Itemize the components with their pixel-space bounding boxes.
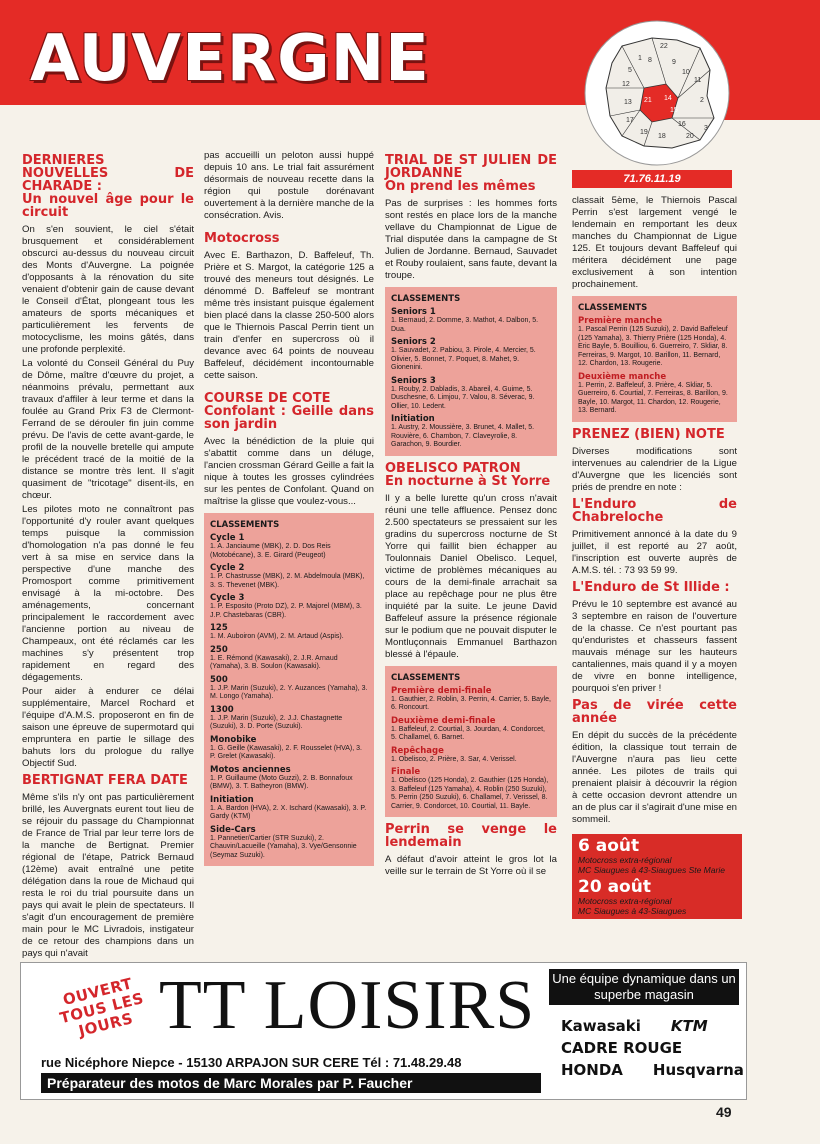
results-box-ligue-125: CLASSEMENTS Première manche 1. Pascal Perrin (125 Suzuki), 2. David Baffeleuf (125 Yamaha), 3. Thierry Prière (125 Honda), 4. Eric Bayle, 5. Bouilliou, 6. Guerreiro, 7. Skliar, 8. Ferreiras, 9. Margot, 10. Barillon, 11. Bernard, 12. Chardon, 13. Rougerie. Deuxième manche 1. Perrin, 2. Baffeleuf, 3. Prière, 4. Skliar, 5. Guerreiro, 6. Courtial, 7. Ferreiras, 8. Barillon, 9. Bayle, 10. Margot, 11. Chardon, 12. Rougerie, 13. Bernard. xyxy=(572,296,737,422)
column-4 xyxy=(572,195,737,919)
ad-brand-list xyxy=(561,1015,744,1081)
paragraph: On s'en souvient, le ciel s'était brusquement et considérablement obscurci au-dessus du nouveau circuit des Monts d'Auvergne. La poignée d'opposants à la rénovation du site venaient d'obtenir gain de cause devant le Conseil d'État, plongeant tous les amateurs de sports mécaniques et particulièrement les fervents de motocyclisme, les moins gâtés, dans une profonde perplexité. xyxy=(22,224,194,355)
region-map xyxy=(582,18,732,168)
ad-slogan: Une équipe dynamique dans un superbe magasin xyxy=(549,969,739,1005)
header-underlay xyxy=(0,105,590,133)
paragraph: Prévu le 10 septembre est avancé au 3 septembre en raison de l'ouverture de la chasse. Ce n'est pourtant pas qu'enduristes et chasseurs fassent mauvais ménage sur les hauteurs cantaliennes, mais quand il y a moyen de vivre en bonne intelligence, pourquoi s'en priver ! xyxy=(572,598,737,694)
dates-box: 6 août Motocross extra-régional MC Siaugues à 43-Siaugues Ste Marie 20 août Motocross extra-régional MC Siaugues à 43-Siaugues xyxy=(572,834,742,919)
results-box-course-de-cote: CLASSEMENTS Cycle 1 1. A. Janciaume (MBK), 2. D. Dos Reis (Motobécane), 3. E. Girard (Peugeot) Cycle 2 1. P. Chastrusse (MBK), 2. M. Abdelmoula (MBK), 3. S. Thevenet (MBK). Cycle 3 1. P. Esposito (Proto DZ), 2. P. Majorel (MBM), 3. J.P. Chastebaras (CBR). 125 1. M. Auboiron (AVM), 2. M. Artaud (Aspis). 250 1. E. Rémond (Kawasaki), 2. J.R. Arnaud (Yamaha), 3. B. Soulon (Kawasaki). 500 1. J.P. Marin (Suzuki), 2. Y. Auzances (Yamaha), 3. M. Longo (Yamaha). 1300 1. J.P. Marin (Suzuki), 2. J.J. Chastagnette (Suzuki), 3. D. Porte (Suzuki). Monobike 1. G. Geille (Kawasaki), 2. F. Rousselet (HVA), 3. P. Grelet (Kawasaki). Motos anciennes 1. P. Guillaume (Moto Guzzi), 2. B. Bonnafoux (BMW), 3. T. Batheyron (BMW). Initiation 1. A. Bardon (HVA), 2. X. Ischard (Kawasaki), 3. P. Gardy (KTM) Side-Cars 1. Pannetier/Cartier (STR Suzuki), 2. Chauvin/Lacueille (Yamaha), 3. Vye/Gensonnie (Seymaz Suzuki). xyxy=(204,513,374,866)
page-number: 49 xyxy=(716,1104,732,1120)
paragraph: Diverses modifications sont intervenues au calendrier de la Ligue d'Auvergne que les licenciés sont priés de prendre en note : xyxy=(572,445,737,493)
map-label: 18 xyxy=(658,133,666,140)
brand-honda: HONDA xyxy=(561,1061,623,1079)
paragraph: Il y a belle lurette qu'un cross n'avait réuni une telle affluence. Pensez donc 2.500 spectateurs se pressaient sur les gradins du supercross nocturne de St Yorre qui faillit bien échapper au Toulonnais Daniel Obelisco. Lequel, victime de problèmes mécaniques au cours de la demi-finale arrachait sa place au repêchage pour ne plus être inquiété par la suite. Le jeune David Baffeleuf assure la présence régionale sur le podium que ne pouvait disputer le Montluçonnais Emmanuel Barthazon blessé à l'épaule. xyxy=(385,492,557,660)
map-label: 1 xyxy=(638,55,642,62)
map-label: 19 xyxy=(640,129,648,136)
region-code: 71.76.11.19 xyxy=(572,170,732,188)
date-1: 6 août xyxy=(578,835,640,856)
map-label: 14 xyxy=(664,95,672,102)
page-title: AUVERGNE xyxy=(30,22,430,96)
paragraph: Avec E. Barthazon, D. Baffeleuf, Th. Prière et S. Margot, la catégorie 125 a trouvé des meneurs tout désignés. Le dénommé D. Baffeleuf se montrant même très insistant puisque également bien placé dans la classe 250-500 alors que le Thiernois Pascal Perrin tient un train d'enfer en supercross où il devance avec 64 points de nouveau Baffeleuf, décidément incontournable cette saison. xyxy=(204,250,374,381)
paragraph: Même s'ils n'y ont pas particulièrement brillé, les Auvergnats eurent tout lieu de se réjouir du passage du Championnat de France de Trial par leur terre lors de la manche de Bertignat. Premier régional de l'étape, Patrick Bernaud (12ème) avait entraîné une petite délégation dans la roue de Michaud qui resta le roi du trial poursuite dans un pays qui avait le plein de spectateurs. Il s'agit d'un encouragement de première main pour le MC Livradois, instigateur de ce retour des champions dans un pays qui n'avait xyxy=(22,792,194,959)
column-1 xyxy=(22,150,194,962)
headline-perrin: Perrin se venge le lendemain xyxy=(385,822,557,850)
date-2: 20 août xyxy=(578,876,651,897)
results-box-trial: CLASSEMENTS Seniors 1 1. Bernaud, 2. Domme, 3. Mathot, 4. Dalbon, 5. Dua. Seniors 2 1. Sauvadet, 2. Pabiou, 3. Pirole, 4. Mercier, 5. Olivier, 5. Bonnet, 7. Poquet, 8. Mahet, 9. Gionenini. Seniors 3 1. Rouby, 2. Dabladis, 3. Abareil, 4. Guime, 5. Duschesne, 6. Limjou, 7. Valou, 8. Séverac, 9. Ollier, 10. Ledent. Initiation 1. Austry, 2. Moussière, 3. Brunet, 4. Mallet, 5. Rouvière, 6. Chambon, 7. Claveyrolie, 8. Garachon, 9. Bourdier. xyxy=(385,287,557,456)
paragraph: Les pilotes moto ne connaîtront pas l'opportunité d'y rouler avant quelques temps puisque la commission d'homologation n'a pas donné le feu vert à sa mise en service dans la perspective d'une manche des Promosport comme primitivement envisagé à la mi-octobre. Des aménagements, concernant principalement le raccordement avec l'ancienne portion au niveau de Champeaux, ont été réclamés car les machines s'y présentent trop rapidement en regard des dégagements. xyxy=(22,504,194,683)
column-2 xyxy=(204,150,374,872)
france-map-svg xyxy=(582,18,732,168)
paragraph: Primitivement annoncé à la date du 9 juillet, il est reporté au 27 août, l'inscription est ouverte auprès de A.M.S. tél. : 73 93 59 99. xyxy=(572,528,737,576)
headline-charade: DERNIERES NOUVELLES DE CHARADE : Un nouvel âge pour le circuit xyxy=(22,153,194,220)
paragraph: Pas de surprises : les hommes forts sont restés en place lors de la manche vellave du Championnat de Ligue de Trial disputée dans la campagne de St Julien de Jordanne. Bernaud, Sauvadet et Rouby roulaient, sans faute, devant la troupe. xyxy=(385,198,557,281)
map-label: 15 xyxy=(670,107,678,114)
map-label: 13 xyxy=(624,99,632,106)
paragraph: En dépit du succès de la précédente édition, la classique tout terrain de l'Auvergne n'aura pas lieu cette année. Les pilotes de trails qui prenaient plaisir à découvrir la région à cette occasion devront attendre un an de plus car il s'agirait d'une mise en sommeil. xyxy=(572,729,737,825)
headline-viree: Pas de virée cette année xyxy=(572,697,737,726)
column-3 xyxy=(385,150,557,880)
map-label: 5 xyxy=(628,67,632,74)
map-label: 11 xyxy=(694,77,702,84)
map-label: 8 xyxy=(648,57,652,64)
headline-trial: TRIAL DE ST JULIEN DE JORDANNE On prend les mêmes xyxy=(385,153,557,194)
headline-chabreloche: L'Enduro de Chabreloche xyxy=(572,496,737,525)
open-stamp: OUVERT TOUS LES JOURS xyxy=(57,974,146,1041)
map-label: 10 xyxy=(682,69,690,76)
paragraph: Pour aider à endurer ce délai supplémentaire, Marcel Rochard et l'équipe d'A.M.S. proposeront en fin de saison une épreuve de supermotard qui empruntera en partie le sillage des bahuts lors du prologue du rallye Objectif Sud. xyxy=(22,686,194,769)
map-label: 17 xyxy=(626,117,634,124)
map-label: 20 xyxy=(686,133,694,140)
paragraph: classait 5ème, le Thiernois Pascal Perrin s'est largement vengé le lendemain en remportant les deux manches du Championnat de Ligue 125. Et toujours devant Baffeleuf qui méritera décidément une page exclusivement à son intention prochainement. xyxy=(572,195,737,290)
headline-course-de-cote: COURSE DE COTE Confolant : Geille dans son jardin xyxy=(204,391,374,432)
advertisement xyxy=(20,962,747,1100)
map-label: 22 xyxy=(660,43,668,50)
map-label: 16 xyxy=(678,121,686,128)
headline-obelisco: OBELISCO PATRON En nocturne à St Yorre xyxy=(385,460,551,489)
map-label: 12 xyxy=(622,81,630,88)
map-label: 2 xyxy=(700,97,704,104)
brand-ktm: KTM xyxy=(670,1017,708,1035)
paragraph: La volonté du Conseil Général du Puy de Dôme, maître d'œuvre du projet, a néanmoins prévalu, permettant aux travaux d'affiler à leur terme et dans la foulée au Grand Prix F3 de Clermont-Ferrand de se dérouler fin juin comme prévu. De l'avis de cette avant-garde, le profil de la nouvelle bretelle qui ampute le précédent tracé de la moitié de la distance se montre très lent. Il s'agit quasiment de "tricotage" disent-ils, en chœur. xyxy=(22,358,194,501)
paragraph: A défaut d'avoir atteint le gros lot la veille sur le terrain de St Yorre où il se xyxy=(385,854,557,877)
map-label: 9 xyxy=(672,59,676,66)
headline-bertignat: BERTIGNAT FERA DATE xyxy=(22,773,188,788)
paragraph: pas accueilli un peloton aussi huppé depuis 10 ans. Le trial fait assurément désormais de nouveau recette dans la région qui postule dorénavant ouvertement à la dernière manche de la consécration. Avis. xyxy=(204,150,374,221)
map-label: 21 xyxy=(644,97,652,104)
headline-st-illide: L'Enduro de St Illide : xyxy=(572,579,730,595)
ad-brand: TT LOISIRS xyxy=(159,967,536,1044)
map-label: 3 xyxy=(704,125,708,132)
brand-husqvarna: Husqvarna xyxy=(652,1061,744,1079)
ad-preparateur: Préparateur des motos de Marc Morales par P. Faucher xyxy=(41,1073,541,1093)
headline-prenez-note: PRENEZ (BIEN) NOTE xyxy=(572,426,725,442)
brand-cadre-rouge: CADRE ROUGE xyxy=(561,1039,683,1057)
results-box-obelisco: CLASSEMENTS Première demi-finale 1. Gauthier, 2. Roblin, 3. Perrin, 4. Carrier, 5. Bayle, 6. Roncourt. Deuxième demi-finale 1. Baffeleuf, 2. Courtial, 3. Jourdan, 4. Condorcet, 5. Challamel, 6. Barnet. Repêchage 1. Obelisco, 2. Prière, 3. Sar, 4. Verissel. Finale 1. Obelisco (125 Honda), 2. Gauthier (125 Honda), 3. Baffeleuf (125 Yamaha), 4. Roblin (250 Suzuki), 5. Perrin (250 Suzuki), 6. Challamel, 7. Verissel, 8. Carrier, 9. Condorcet, 10. Courtial, 11. Bayle. xyxy=(385,666,557,818)
paragraph: Avec la bénédiction de la pluie qui s'abattit comme dans un déluge, l'ancien crossman Gérard Geille a fait la nique à toutes les grosses cylindrées sur les pentes de Confolant. Quand on maîtrise la glisse que voulez-vous... xyxy=(204,436,374,507)
ad-address: rue Nicéphore Niepce - 15130 ARPAJON SUR CERE Tél : 71.48.29.48 xyxy=(41,1055,462,1070)
brand-kawasaki: Kawasaki xyxy=(561,1017,641,1035)
headline-motocross: Motocross xyxy=(204,231,280,246)
